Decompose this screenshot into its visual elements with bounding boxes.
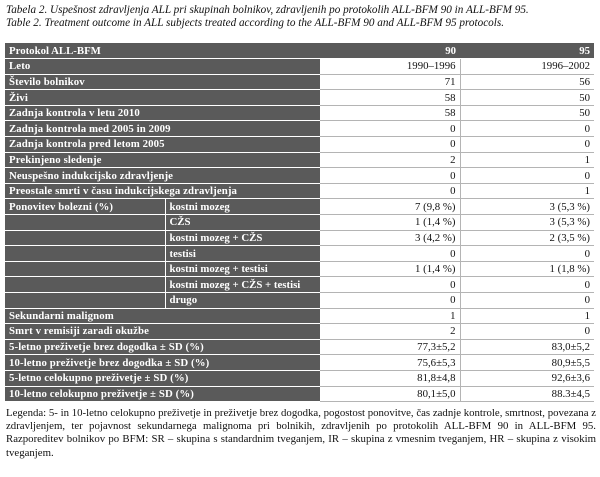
relapse-sub-label: CŽS xyxy=(165,215,320,231)
cell-90: 7 (9,8 %) xyxy=(320,199,460,215)
table-row xyxy=(5,370,594,386)
caption-english: Table 2. Treatment outcome in ALL subjects treated according to the ALL-BFM 90 and ALL-BFM 95 protocols. xyxy=(6,17,505,29)
row-label: 10-letno preživetje brez dogodka ± SD (%) xyxy=(5,355,320,371)
cell-95: 0 xyxy=(460,277,594,293)
cell-95: 1 xyxy=(460,183,594,199)
relapse-sub-label: testisi xyxy=(165,246,320,262)
header-protocol-label: Protokol ALL-BFM xyxy=(5,43,320,59)
cell-95: 88.3±4,5 xyxy=(460,386,594,402)
table-row xyxy=(5,137,594,153)
table-row-relapse xyxy=(5,215,594,231)
cell-95: 56 xyxy=(460,74,594,90)
cell-90: 75,6±5,3 xyxy=(320,355,460,371)
table-caption xyxy=(6,4,596,30)
table-row xyxy=(5,339,594,355)
cell-90: 58 xyxy=(320,105,460,121)
cell-90: 0 xyxy=(320,121,460,137)
cell-95: 0 xyxy=(460,324,594,340)
cell-90: 0 xyxy=(320,168,460,184)
cell-90: 1 (1,4 %) xyxy=(320,261,460,277)
cell-95: 92,6±3,6 xyxy=(460,370,594,386)
cell-95: 50 xyxy=(460,105,594,121)
relapse-group-cell xyxy=(5,293,165,309)
table-row-relapse xyxy=(5,261,594,277)
table-row xyxy=(5,183,594,199)
cell-95: 1 xyxy=(460,152,594,168)
cell-95: 50 xyxy=(460,90,594,106)
table-row xyxy=(5,59,594,75)
cell-95: 0 xyxy=(460,168,594,184)
row-label: Število bolnikov xyxy=(5,74,320,90)
row-label: Preostale smrti v času indukcijskega zdravljenja xyxy=(5,183,320,199)
relapse-group-cell xyxy=(5,277,165,293)
relapse-sub-label: kostni mozeg + CŽS xyxy=(165,230,320,246)
cell-90: 3 (4,2 %) xyxy=(320,230,460,246)
table-row xyxy=(5,90,594,106)
cell-90: 71 xyxy=(320,74,460,90)
row-label: Zadnja kontrola pred letom 2005 xyxy=(5,137,320,153)
table-row-relapse xyxy=(5,246,594,262)
cell-90: 0 xyxy=(320,246,460,262)
relapse-sub-label: kostni mozeg + CŽS + testisi xyxy=(165,277,320,293)
row-label: Zadnja kontrola med 2005 in 2009 xyxy=(5,121,320,137)
relapse-group-cell xyxy=(5,230,165,246)
relapse-group-cell xyxy=(5,246,165,262)
relapse-group-cell xyxy=(5,215,165,231)
row-label: 5-letno celokupno preživetje ± SD (%) xyxy=(5,370,320,386)
cell-95: 0 xyxy=(460,121,594,137)
table-row xyxy=(5,324,594,340)
row-label: 5-letno preživetje brez dogodka ± SD (%) xyxy=(5,339,320,355)
cell-95: 0 xyxy=(460,246,594,262)
table-row xyxy=(5,74,594,90)
table-legend: Legenda: 5- in 10-letno celokupno preživetje in preživetje brez dogodka, pogostost ponovitve, čas zadnje kontrole, smrtnost, povezana z zdravljenjem, ter pojavnost sekundarnega malignoma pri bolnikih, zdravljenih po protokolih ALL-BFM 90 in ALL-BFM 95. Razporeditev bolnikov po BFM: SR – skupina s standardnim tveganjem, IR – skupina z vmesnim tveganjem, HR – skupina z visokim tveganjem. xyxy=(6,407,596,459)
table-row xyxy=(5,152,594,168)
row-label: Leto xyxy=(5,59,320,75)
cell-90: 0 xyxy=(320,183,460,199)
row-label: Prekinjeno sledenje xyxy=(5,152,320,168)
cell-90: 81,8±4,8 xyxy=(320,370,460,386)
cell-90: 1990–1996 xyxy=(320,59,460,75)
table-row xyxy=(5,386,594,402)
cell-95: 1996–2002 xyxy=(460,59,594,75)
cell-95: 1 (1,8 %) xyxy=(460,261,594,277)
cell-95: 3 (5,3 %) xyxy=(460,199,594,215)
cell-90: 0 xyxy=(320,137,460,153)
cell-90: 1 xyxy=(320,308,460,324)
treatment-outcome-table xyxy=(5,43,594,402)
header-col-95: 95 xyxy=(460,43,594,59)
table-row xyxy=(5,355,594,371)
row-label: 10-letno celokupno preživetje ± SD (%) xyxy=(5,386,320,402)
cell-95: 0 xyxy=(460,137,594,153)
row-label: Sekundarni malignom xyxy=(5,308,320,324)
row-label: Neuspešno indukcijsko zdravljenje xyxy=(5,168,320,184)
cell-90: 0 xyxy=(320,277,460,293)
relapse-sub-label: drugo xyxy=(165,293,320,309)
cell-95: 0 xyxy=(460,293,594,309)
table-row xyxy=(5,168,594,184)
relapse-group-label: Ponovitev bolezni (%) xyxy=(5,199,165,215)
relapse-sub-label: kostni mozeg xyxy=(165,199,320,215)
caption-slovenian: Tabela 2. Uspešnost zdravljenja ALL pri skupinah bolnikov, zdravljenih po protokolih ALL-BFM 90 in ALL-BFM 95. xyxy=(6,4,529,16)
cell-90: 2 xyxy=(320,152,460,168)
cell-95: 83,0±5,2 xyxy=(460,339,594,355)
row-label: Zadnja kontrola v letu 2010 xyxy=(5,105,320,121)
table-row xyxy=(5,308,594,324)
relapse-sub-label: kostni mozeg + testisi xyxy=(165,261,320,277)
cell-95: 1 xyxy=(460,308,594,324)
row-label: Živi xyxy=(5,90,320,106)
row-label: Smrt v remisiji zaradi okužbe xyxy=(5,324,320,340)
cell-95: 2 (3,5 %) xyxy=(460,230,594,246)
table-header-row xyxy=(5,43,594,59)
cell-90: 0 xyxy=(320,293,460,309)
table-row-relapse xyxy=(5,199,594,215)
cell-90: 58 xyxy=(320,90,460,106)
table-row-relapse xyxy=(5,293,594,309)
cell-90: 2 xyxy=(320,324,460,340)
table-row-relapse xyxy=(5,230,594,246)
table-row xyxy=(5,105,594,121)
table-row-relapse xyxy=(5,277,594,293)
cell-90: 80,1±5,0 xyxy=(320,386,460,402)
cell-90: 1 (1,4 %) xyxy=(320,215,460,231)
cell-95: 80,9±5,5 xyxy=(460,355,594,371)
table-row xyxy=(5,121,594,137)
cell-95: 3 (5,3 %) xyxy=(460,215,594,231)
header-col-90: 90 xyxy=(320,43,460,59)
cell-90: 77,3±5,2 xyxy=(320,339,460,355)
relapse-group-cell xyxy=(5,261,165,277)
